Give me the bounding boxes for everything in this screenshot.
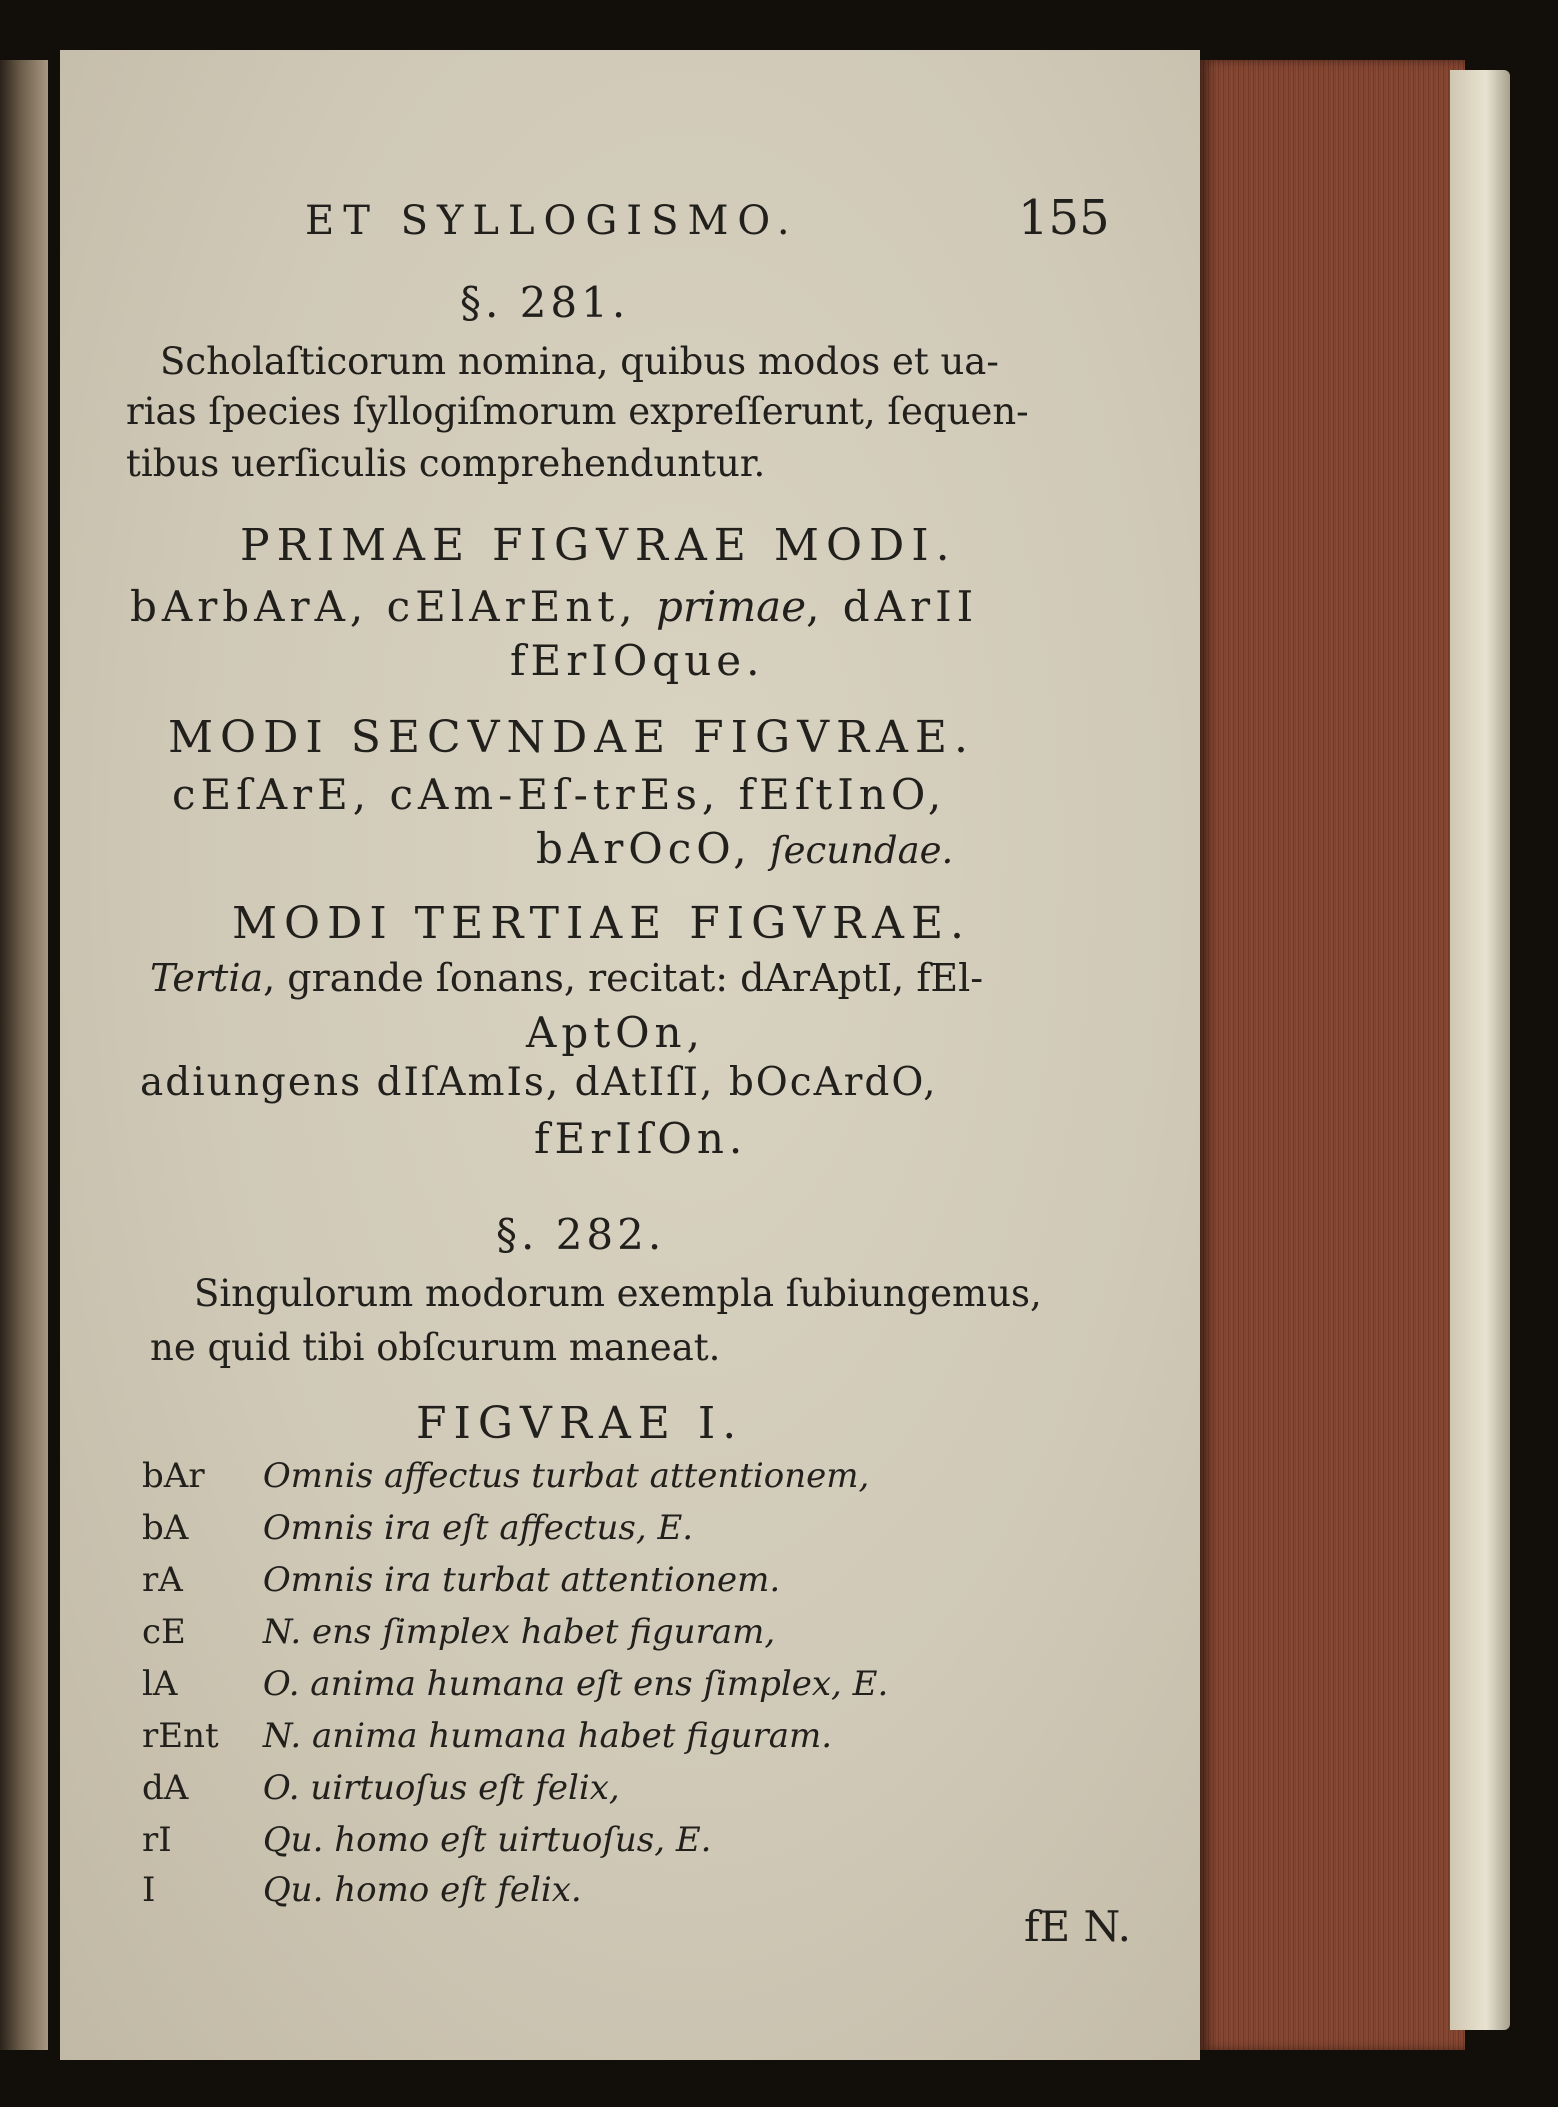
mode-code: rA (142, 1560, 183, 1600)
catchword: fE N. (1024, 1902, 1131, 1951)
figura-i-title: FIGVRAE I. (416, 1398, 744, 1449)
example-row (142, 1664, 888, 1704)
example-text: O. anima humana eſt ens ſimplex, E. (262, 1664, 889, 1704)
example-row (142, 1768, 620, 1808)
facing-page-edge (0, 60, 48, 2050)
modes-italic: ſecundae. (769, 829, 954, 872)
example-text: Qu. homo eſt uirtuoſus, E. (262, 1820, 712, 1860)
mode-code: I (142, 1870, 156, 1910)
example-text: Omnis ira eſt affectus, E. (262, 1508, 694, 1548)
mode-code: rI (142, 1820, 172, 1860)
example-text: Omnis affectus turbat attentionem, (262, 1456, 870, 1496)
example-text: Qu. homo eſt felix. (262, 1870, 582, 1910)
example-row (142, 1612, 775, 1652)
mode-code: lA (142, 1664, 178, 1704)
figura-tertia-line-3: adiungens dIſAmIs, dAtIſI, bOcArdO, (140, 1060, 938, 1105)
modes-italic: primae (655, 582, 807, 631)
example-row (142, 1508, 693, 1548)
tertia-italic: Tertia (150, 956, 264, 1000)
example-row (142, 1870, 582, 1910)
mode-code: rEnt (142, 1716, 219, 1756)
example-row (142, 1560, 780, 1600)
book-page (60, 50, 1200, 2060)
section-282-line: Singulorum modorum exempla ſubiungemus, (194, 1272, 1042, 1315)
figura-secunda-title: MODI SECVNDAE FIGVRAE. (168, 712, 975, 763)
figura-secunda-line-2 (536, 824, 953, 873)
figura-prima-line-2: fErIOque. (510, 636, 765, 685)
section-281-line: rias ſpecies ſyllogiſmorum expreſſerunt, ſequen- (126, 390, 1029, 433)
mode-code: bA (142, 1508, 189, 1548)
section-282-heading: §. 282. (496, 1210, 666, 1259)
figura-secunda-line-1: cEſArE, cAm-Eſ-trEs, fEſtInO, (172, 770, 947, 819)
example-text: N. ens ſimplex habet figuram, (262, 1612, 776, 1652)
mode-code: cE (142, 1612, 186, 1652)
section-281-line: Scholaſticorum nomina, quibus modos et ua- (160, 340, 999, 383)
example-row (142, 1456, 869, 1496)
example-text: O. uirtuoſus eſt felix, (262, 1768, 620, 1808)
figura-prima-title: PRIMAE FIGVRAE MODI. (240, 520, 957, 571)
modes-text: , dArII (806, 582, 979, 631)
book-fore-edge (1200, 60, 1465, 2050)
modes-text: bArbArA, cElArEnt, (130, 582, 638, 631)
section-281-heading: §. 281. (460, 278, 630, 327)
section-282-line: ne quid tibi obſcurum maneat. (150, 1326, 721, 1369)
example-row (142, 1820, 712, 1860)
page-number: 155 (1018, 190, 1110, 246)
figura-prima-line-1 (130, 582, 978, 631)
figura-tertia-line-4: fErIſOn. (534, 1114, 748, 1163)
modes-text: bArOcO, (536, 824, 752, 873)
figura-tertia-line-2: AptOn, (526, 1008, 705, 1057)
example-text: Omnis ira turbat attentionem. (262, 1560, 781, 1600)
tertia-text: , grande ſonans, recitat: dArAptI, fEl- (263, 956, 984, 1000)
mode-code: dA (142, 1768, 189, 1808)
example-text: N. anima humana habet figuram. (262, 1716, 833, 1756)
running-title: ET SYLLOGISMO. (305, 198, 799, 244)
example-row (142, 1716, 832, 1756)
section-281-line: tibus uerſiculis comprehenduntur. (126, 442, 766, 485)
figura-tertia-title: MODI TERTIAE FIGVRAE. (232, 898, 972, 949)
figura-tertia-line-1 (150, 956, 983, 1000)
book-cover-edge (1450, 70, 1510, 2030)
mode-code: bAr (142, 1456, 205, 1496)
